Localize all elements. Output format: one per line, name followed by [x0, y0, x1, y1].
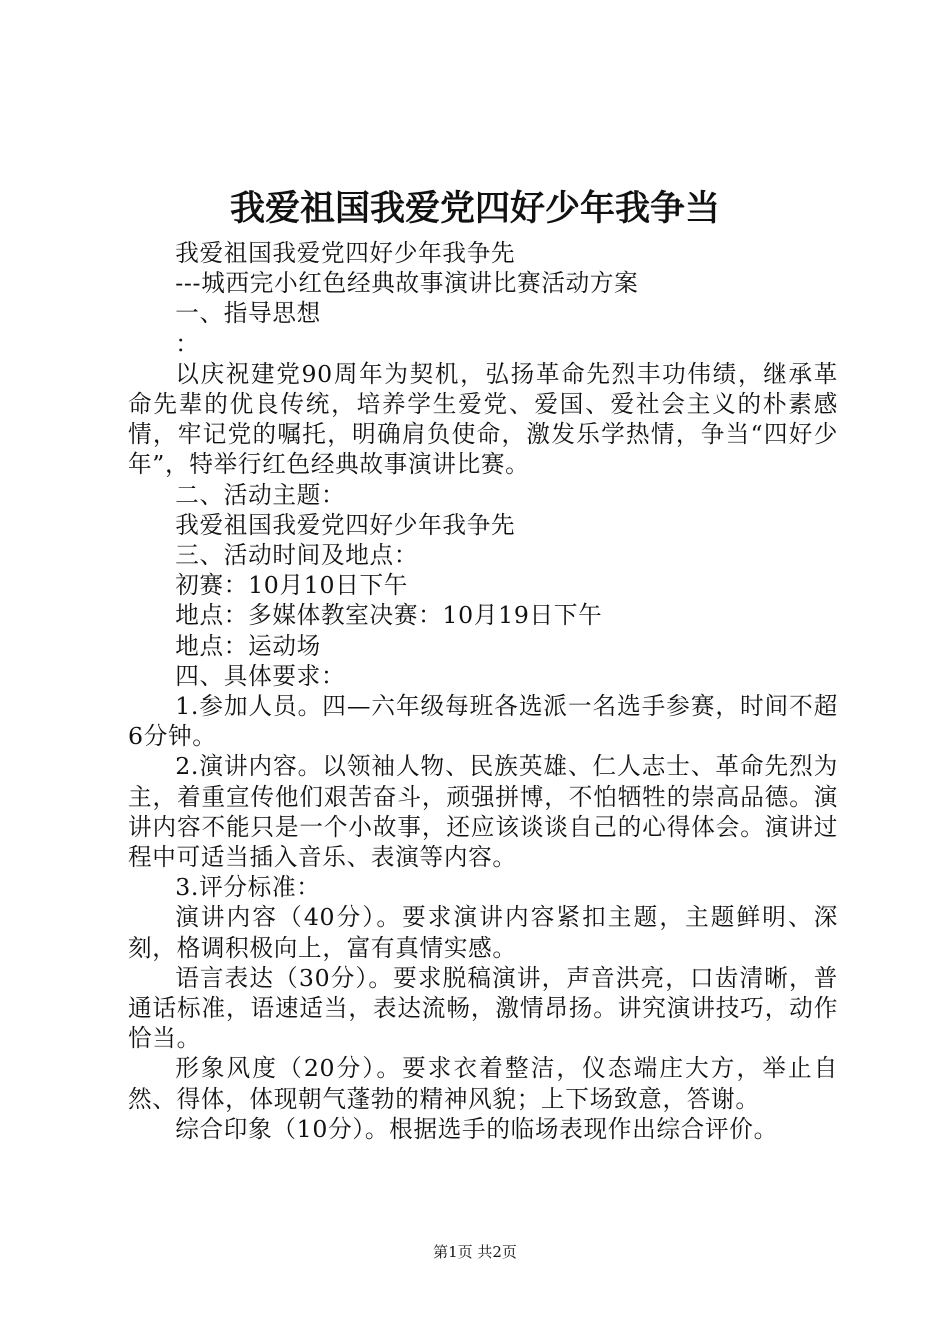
paragraph-venue-final: 地点：多媒体教室决赛：10月19日下午 [175, 601, 603, 630]
requirement-content: 2.演讲内容。以领袖人物、民族英雄、仁人志士、革命先烈为主，着重宣传他们艰苦奋斗，顽强拼博，不怕牺牲的崇高品德。演讲内容不能只是一个小故事，还应该谈谈自己的心得体会。演讲过程中可适当插入音乐、表演等内容。 [128, 752, 838, 872]
requirement-scoring-heading: 3.评分标准： [175, 873, 321, 902]
section-heading-guiding-idea: 一、指导思想 [175, 299, 321, 328]
section-heading-time-place: 三、活动时间及地点： [175, 541, 419, 570]
paragraph-guiding-idea: 以庆祝建党90周年为契机，弘扬革命先烈丰功伟绩，继承革命先辈的优良传统，培养学生爱党、爱国、爱社会主义的朴素感情，牢记党的嘱托，明确肩负使命，激发乐学热情，争当“四好少年”，特举行红色经典故事演讲比赛。 [128, 359, 838, 479]
scoring-overall: 综合印象（10分）。根据选手的临场表现作出综合评价。 [175, 1114, 778, 1143]
document-title: 我爱祖国我爱党四好少年我争当 [229, 189, 720, 229]
scoring-content: 演讲内容（40分）。要求演讲内容紧扣主题，主题鲜明、深刻，格调积极向上，富有真情实感。 [128, 903, 838, 962]
document-body [128, 238, 838, 1144]
paragraph-venue: 地点：运动场 [175, 631, 321, 660]
colon-line: ： [175, 329, 200, 358]
section-heading-theme: 二、活动主题： [175, 480, 346, 509]
subtitle-line: 我爱祖国我爱党四好少年我争先 [175, 239, 516, 267]
subtitle-plan: ---城西完小红色经典故事演讲比赛活动方案 [175, 269, 639, 298]
paragraph-preliminary: 初赛：10月10日下午 [175, 571, 409, 600]
section-heading-requirements: 四、具体要求： [175, 661, 346, 690]
page-footer: 第1页 共2页 [433, 1243, 517, 1261]
scoring-appearance: 形象风度（20分）。要求衣着整洁，仪态端庄大方，举止自然、得体，体现朝气蓬勃的精神风貌；上下场致意，答谢。 [128, 1054, 838, 1113]
scoring-language: 语言表达（30分）。要求脱稿演讲，声音洪亮，口齿清晰，普通话标准，语速适当，表达流畅，激情昂扬。讲究演讲技巧，动作恰当。 [128, 963, 838, 1053]
requirement-participants: 1.参加人员。四—六年级每班各选派一名选手参赛，时间不超6分钟。 [128, 692, 838, 751]
paragraph-theme: 我爱祖国我爱党四好少年我争先 [175, 510, 516, 539]
